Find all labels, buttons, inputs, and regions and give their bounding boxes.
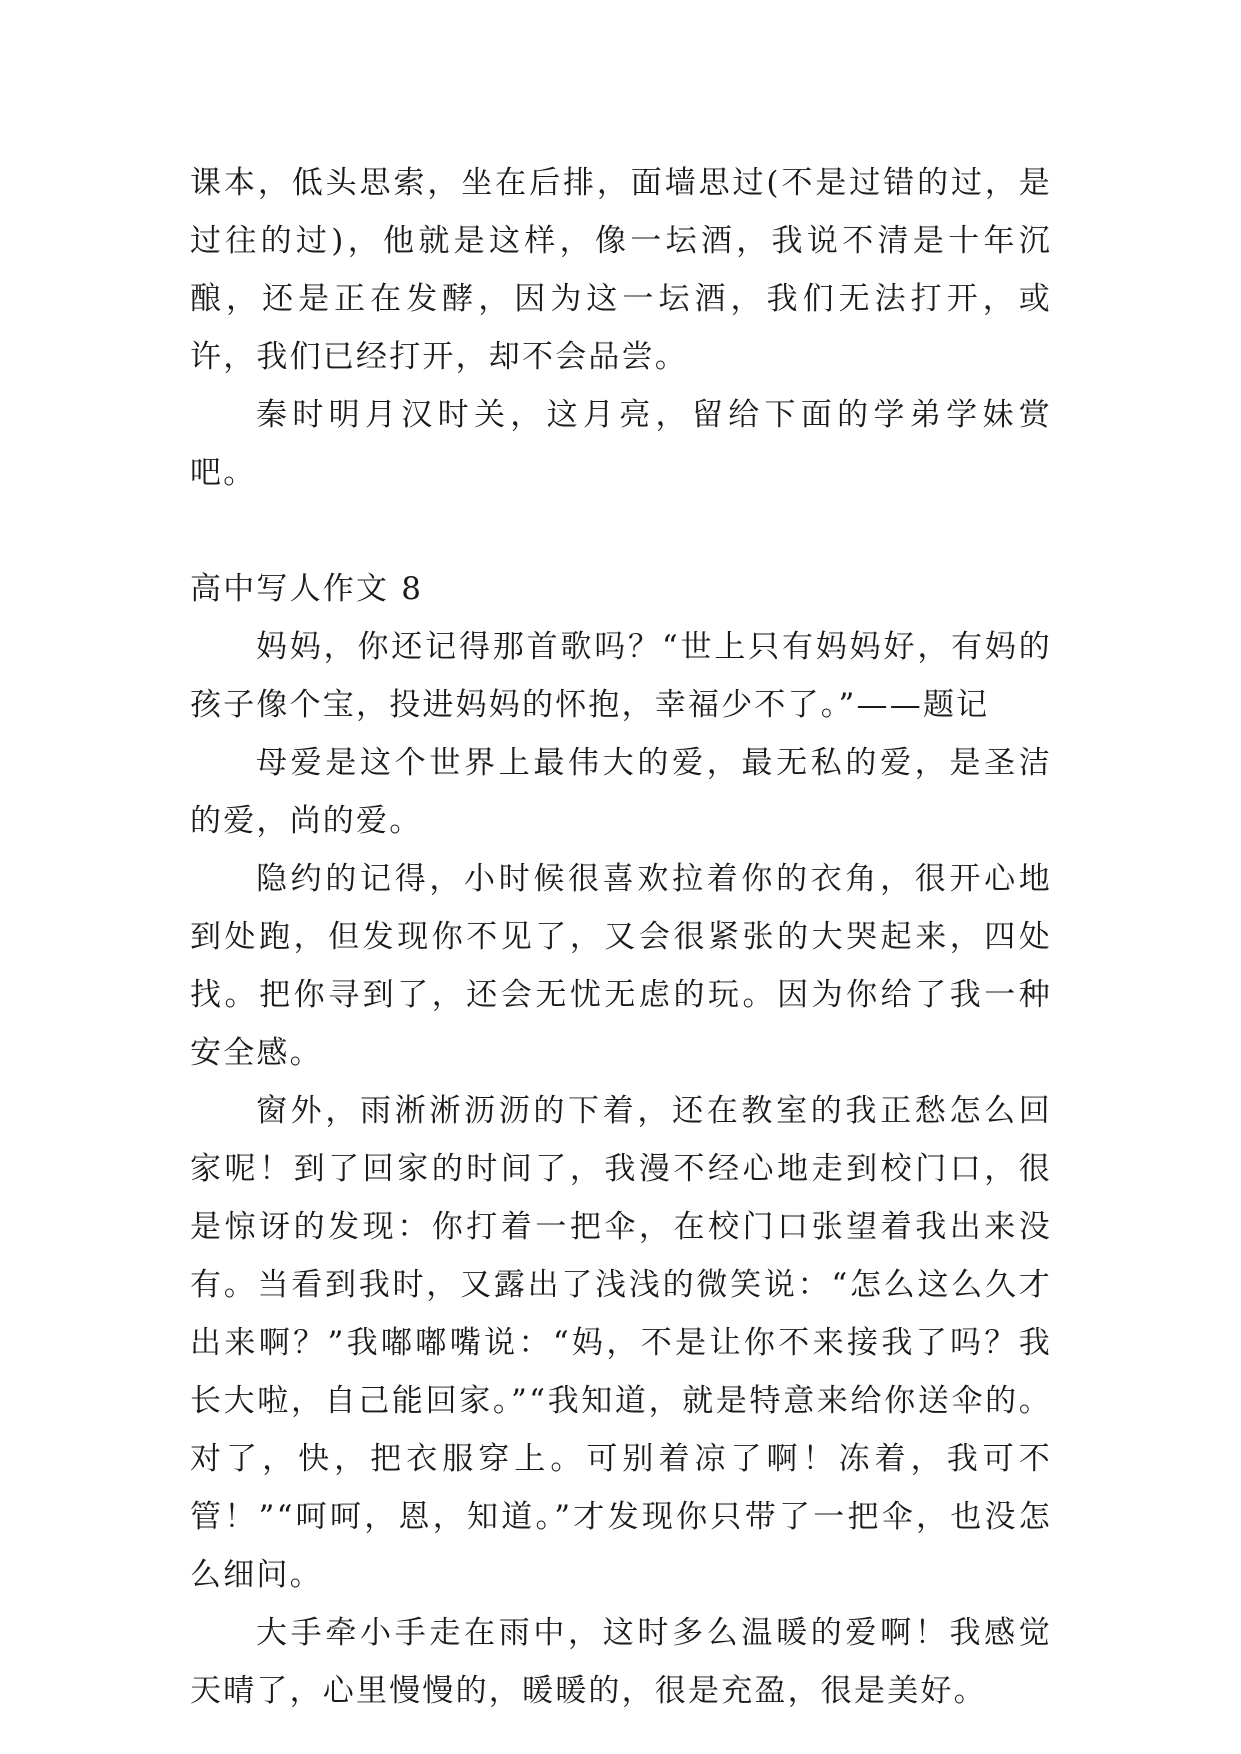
document-body xyxy=(190,154,1052,1720)
section-heading: 高中写人作文 8 xyxy=(190,571,424,607)
body-paragraph-2: 母爱是这个世界上最伟大的爱，最无私的爱，是圣洁的爱，尚的爱。 xyxy=(190,745,1052,839)
continuation-paragraph-1: 课本，低头思索，坐在后排，面墙思过(不是过错的过，是过往的过)，他就是这样，像一坛酒，我说不清是十年沉酿，还是正在发酵，因为这一坛酒，我们无法打开，或许，我们已经打开，却不会品尝。 xyxy=(190,165,1052,375)
continuation-paragraph-2: 秦时明月汉时关，这月亮，留给下面的学弟学妹赏吧。 xyxy=(190,397,1052,491)
body-paragraph-4: 窗外，雨淅淅沥沥的下着，还在教室的我正愁怎么回家呢！到了回家的时间了，我漫不经心地走到校门口，很是惊讶的发现：你打着一把伞，在校门口张望着我出来没有。当看到我时，又露出了浅浅的微笑说：“怎么这么久才出来啊？”我嘟嘟嘴说：“妈，不是让你不来接我了吗？我长大啦，自己能回家。”“我知道，就是特意来给你送伞的。对了，快，把衣服穿上。可别着凉了啊！冻着，我可不管！”“呵呵，恩，知道。”才发现你只带了一把伞，也没怎么细问。 xyxy=(190,1093,1052,1593)
body-paragraph-1: 妈妈，你还记得那首歌吗？“世上只有妈妈好，有妈的孩子像个宝，投进妈妈的怀抱，幸福少不了。”——题记 xyxy=(190,629,1052,723)
section-spacer xyxy=(190,502,1052,560)
body-paragraph-3: 隐约的记得，小时候很喜欢拉着你的衣角，很开心地到处跑，但发现你不见了，又会很紧张的大哭起来，四处找。把你寻到了，还会无忧无虑的玩。因为你给了我一种安全感。 xyxy=(190,861,1052,1071)
body-paragraph-5: 大手牵小手走在雨中，这时多么温暖的爱啊！我感觉天晴了，心里慢慢的，暖暖的，很是充盈，很是美好。 xyxy=(190,1615,1052,1709)
